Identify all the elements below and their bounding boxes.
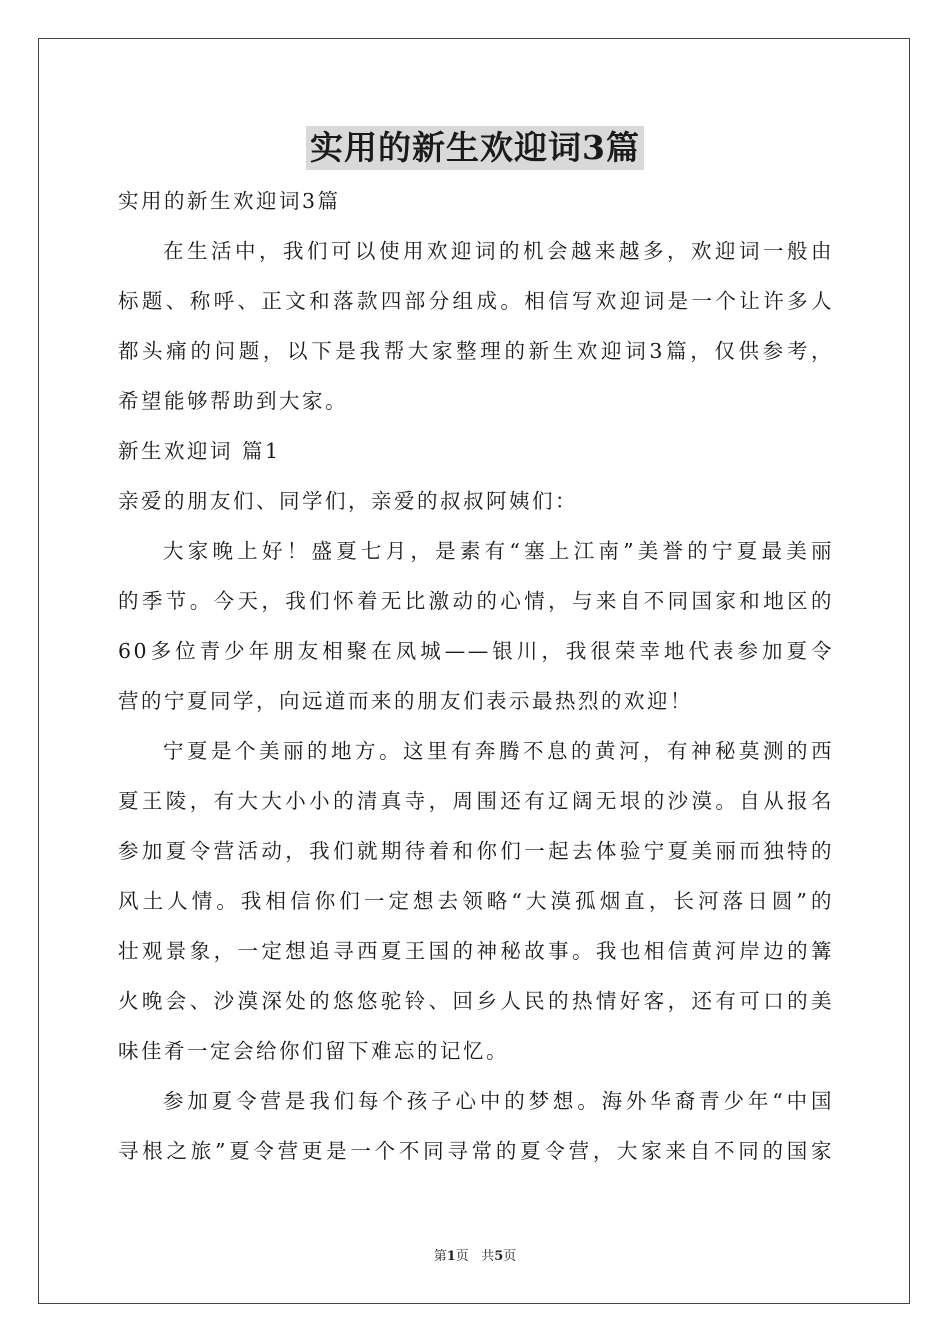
page-footer [0, 1245, 950, 1264]
title-container [0, 126, 950, 170]
text-line: 大家晚上好！盛夏七月，是素有“塞上江南”美誉的宁夏最美丽 [163, 539, 834, 563]
text-line: 亲爱的朋友们、同学们，亲爱的叔叔阿姨们： [118, 489, 578, 513]
text-line: 希望能够帮助到大家。 [118, 389, 348, 413]
text-line: 壮观景象，一定想追寻西夏王国的神秘故事。我也相信黄河岸边的篝 [118, 939, 834, 963]
text-line: 寻根之旅”夏令营更是一个不同寻常的夏令营，大家来自不同的国家 [118, 1139, 834, 1163]
footer-total-pages: 5 [494, 1249, 504, 1264]
text-line: 火晚会、沙漠深处的悠悠驼铃、回乡人民的热情好客，还有可口的美 [118, 989, 834, 1013]
text-line: 味佳肴一定会给你们留下难忘的记忆。 [118, 1039, 509, 1063]
document-body [118, 176, 834, 1176]
text-line: 营的宁夏同学，向远道而来的朋友们表示最热烈的欢迎！ [118, 689, 693, 713]
text-line: 在生活中，我们可以使用欢迎词的机会越来越多，欢迎词一般由 [163, 239, 834, 263]
footer-total-suffix: 页 [503, 1249, 517, 1264]
text-line: 风土人情。我相信你们一定想去领略“大漠孤烟直，长河落日圆”的 [118, 889, 834, 913]
text-line: 60多位青少年朋友相聚在凤城——银川，我很荣幸地代表参加夏令 [118, 639, 834, 663]
text-line: 实用的新生欢迎词3篇 [118, 189, 341, 213]
text-line: 宁夏是个美丽的地方。这里有奔腾不息的黄河，有神秘莫测的西 [163, 739, 834, 763]
footer-page-number: 1 [446, 1249, 456, 1264]
footer-page-prefix: 第 [433, 1249, 447, 1264]
text-line: 参加夏令营是我们每个孩子心中的梦想。海外华裔青少年“中国 [163, 1089, 834, 1113]
footer-page-suffix: 页 [455, 1249, 469, 1264]
footer-total-prefix: 共 [481, 1249, 495, 1264]
document-title: 实用的新生欢迎词3篇 [306, 126, 644, 170]
text-line: 夏王陵，有大大小小的清真寺，周围还有辽阔无垠的沙漠。自从报名 [118, 789, 834, 813]
text-line: 的季节。今天，我们怀着无比激动的心情，与来自不同国家和地区的 [118, 589, 834, 613]
text-line: 新生欢迎词 篇1 [118, 439, 281, 463]
text-line: 标题、称呼、正文和落款四部分组成。相信写欢迎词是一个让许多人 [118, 289, 834, 313]
text-line: 都头痛的问题，以下是我帮大家整理的新生欢迎词3篇，仅供参考， [118, 339, 834, 363]
text-line: 参加夏令营活动，我们就期待着和你们一起去体验宁夏美丽而独特的 [118, 839, 834, 863]
